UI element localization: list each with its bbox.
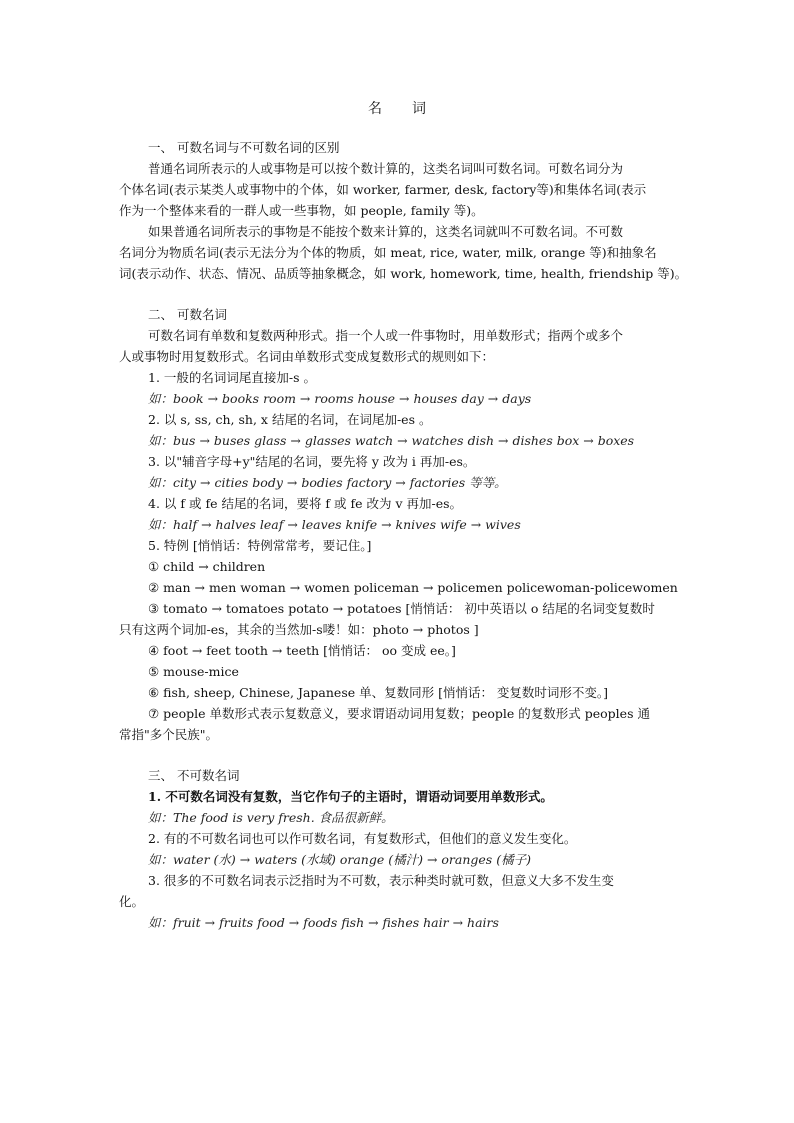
text-line: 5. 特例 [悄悄话：特例常常考，要记住。] <box>148 538 372 553</box>
text-line: 二、 可数名词 <box>148 307 227 322</box>
text-line: ⑦ people 单数形式表示复数意义，要求谓语动词用复数；people 的复数形式 peoples 通 <box>148 706 650 721</box>
text-line: 如果普通名词所表示的事物是不能按个数来计算的，这类名词就叫不可数名词。不可数 <box>148 224 624 239</box>
text-line: 1. 一般的名词词尾直接加-s 。 <box>148 370 317 385</box>
example-line: 如：fruit → fruits food → foods fish → fishes hair → hairs <box>148 915 499 930</box>
text-line: ⑤ mouse-mice <box>148 664 239 679</box>
text-line: 常指"多个民族"。 <box>119 727 218 742</box>
page-title <box>0 98 794 118</box>
text-line: 普通名词所表示的人或事物是可以按个数计算的，这类名词叫可数名词。可数名词分为 <box>148 161 624 176</box>
text-line: 一、 可数名词与不可数名词的区别 <box>148 140 340 155</box>
example-line: 如：bus → buses glass → glasses watch → watches dish → dishes box → boxes <box>148 433 635 448</box>
text-line: 三、 不可数名词 <box>148 768 240 783</box>
text-line: ⑥ fish, sheep, Chinese, Japanese 单、复数同形 [悄悄话： 变复数时词形不变。] <box>148 685 609 700</box>
text-line: 2. 以 s, ss, ch, sh, x 结尾的名词，在词尾加-es 。 <box>148 412 432 427</box>
text-line: ② man → men woman → women policeman → policemen policewoman-policewomen <box>148 580 678 595</box>
text-line: ④ foot → feet tooth → teeth [悄悄话： oo 变成 ee。] <box>148 643 456 658</box>
text-line: 3. 很多的不可数名词表示泛指时为不可数，表示种类时就可数，但意义大多不发生变 <box>148 873 614 888</box>
text-line: ③ tomato → tomatoes potato → potatoes [悄悄话： 初中英语以 o 结尾的名词变复数时 <box>148 601 655 616</box>
text-line: 只有这两个词加-es，其余的当然加-s喽！如：photo → photos ] <box>119 622 479 637</box>
text-line: 可数名词有单数和复数两种形式。指一个人或一件事物时，用单数形式；指两个或多个 <box>148 328 624 343</box>
text-line: 作为一个整体来看的一群人或一些事物，如 people, family 等)。 <box>119 203 484 218</box>
text-line: 词(表示动作、状态、情况、品质等抽象概念，如 work, homework, time, health, friendship 等)。 <box>119 266 688 281</box>
text-line: 名词分为物质名词(表示无法分为个体的物质，如 meat, rice, water, milk, orange 等)和抽象名 <box>119 245 657 260</box>
text-line: 4. 以 f 或 fe 结尾的名词，要将 f 或 fe 改为 v 再加-es。 <box>148 496 463 511</box>
text-line: 1. 不可数名词没有复数，当它作句子的主语时，谓语动词要用单数形式。 <box>148 789 553 804</box>
text-line: 化。 <box>119 894 145 909</box>
example-line: 如：half → halves leaf → leaves knife → knives wife → wives <box>148 517 521 532</box>
example-line: 如：city → cities body → bodies factory → factories 等等。 <box>148 475 507 490</box>
example-line: 如：water (水) → waters (水域) orange (橘汁) → oranges (橘子) <box>148 852 531 867</box>
text-line: 人或事物时用复数形式。名词由单数形式变成复数形式的规则如下： <box>119 349 495 364</box>
text-line: 3. 以"辅音字母+y"结尾的名词，要先将 y 改为 i 再加-es。 <box>148 454 476 469</box>
example-line: 如：book → books room → rooms house → houses day → days <box>148 391 532 406</box>
example-line: 如：The food is very fresh. 食品很新鲜。 <box>148 810 394 825</box>
title-char-2: 词 <box>412 101 426 117</box>
text-line: ① child → children <box>148 559 266 574</box>
text-line: 个体名词(表示某类人或事物中的个体，如 worker, farmer, desk, factory等)和集体名词(表示 <box>119 182 647 197</box>
title-char-1: 名 <box>368 101 382 117</box>
text-line: 2. 有的不可数名词也可以作可数名词，有复数形式，但他们的意义发生变化。 <box>148 831 577 846</box>
